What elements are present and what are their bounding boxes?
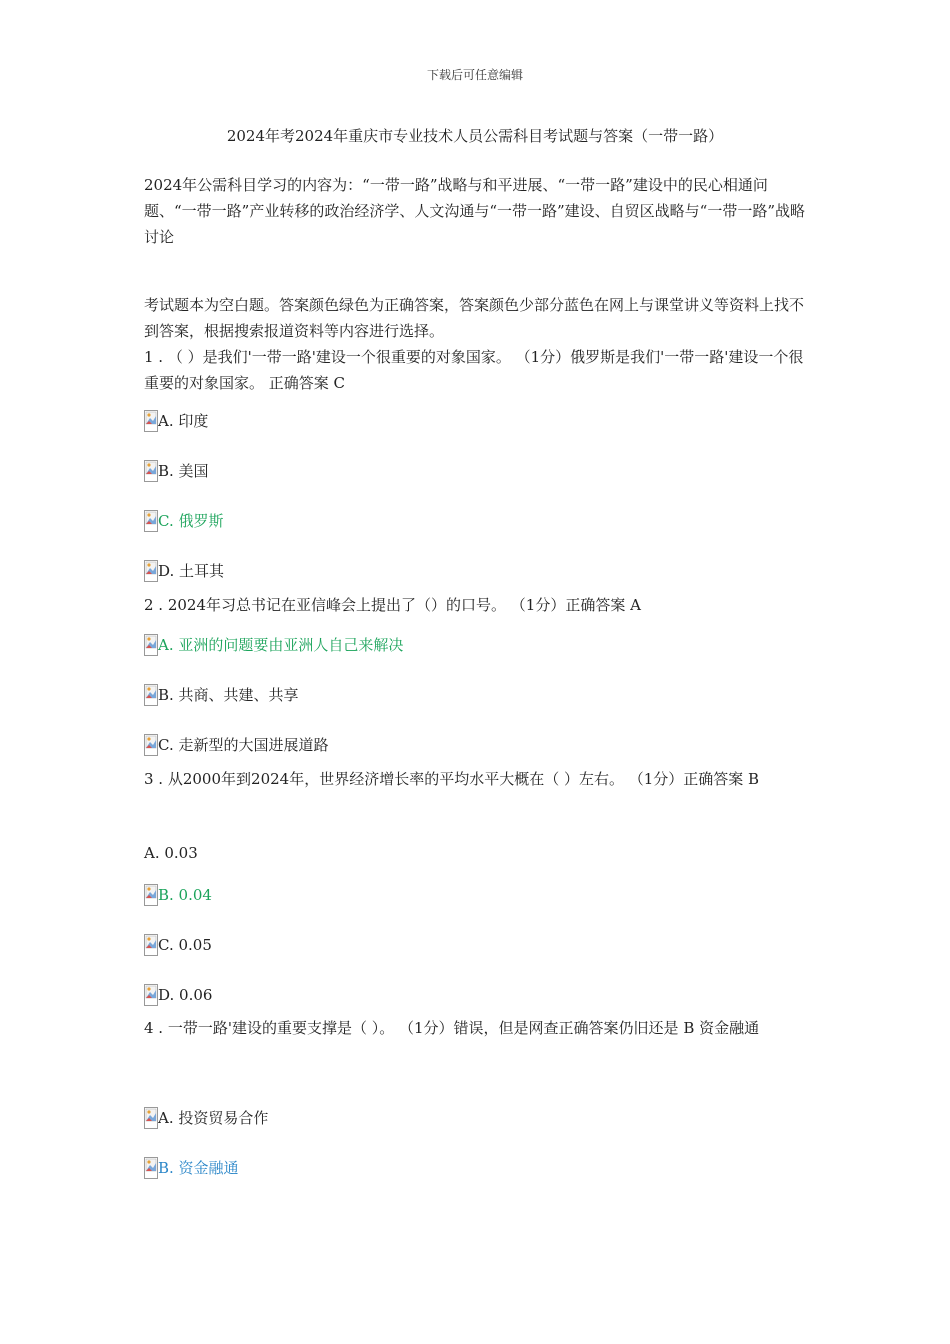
option-q3-b-correct[interactable]: [144, 884, 212, 906]
option-q1-a[interactable]: [144, 410, 208, 432]
option-label: A. 0.03: [144, 844, 198, 862]
question-2: 2 . 2024年习总书记在亚信峰会上提出了（）的口号。 （1分）正确答案 A: [144, 596, 641, 614]
option-label: A. 印度: [158, 412, 209, 430]
option-q1-c-correct[interactable]: [144, 510, 223, 532]
option-q2-a-correct[interactable]: [144, 634, 403, 656]
broken-image-icon: [144, 410, 158, 432]
note-paragraph: 考试题本为空白题。答案颜色绿色为正确答案，答案颜色少部分蓝色在网上与课堂讲义等资料上找不到答案，根据搜索报道资料等内容进行选择。: [144, 296, 805, 340]
option-label: D. 土耳其: [158, 562, 225, 580]
broken-image-icon: [144, 560, 158, 582]
option-label: D. 0.06: [158, 986, 213, 1004]
broken-image-icon: [144, 634, 158, 656]
option-label: B. 美国: [158, 462, 209, 480]
option-q2-c[interactable]: [144, 734, 328, 756]
broken-image-icon: [144, 684, 158, 706]
option-label: A. 亚洲的问题要由亚洲人自己来解决: [158, 636, 404, 654]
option-q4-a[interactable]: [144, 1107, 268, 1129]
question-3: 3 . 从2000年到2024年，世界经济增长率的平均水平大概在（ ）左右。 （1分）正确答案 B: [144, 770, 760, 788]
broken-image-icon: [144, 460, 158, 482]
option-label: C. 0.05: [158, 936, 212, 954]
broken-image-icon: [144, 734, 158, 756]
header-note: 下载后可任意编辑: [426, 68, 523, 82]
question-1: 1 . （ ）是我们'一带一路'建设一个很重要的对象国家。 （1分）俄罗斯是我们'一带一路'建设一个很重要的对象国家。 正确答案 C: [144, 348, 804, 392]
option-label: C. 俄罗斯: [158, 512, 224, 530]
option-label: A. 投资贸易合作: [158, 1109, 269, 1127]
option-q4-b-uncertain[interactable]: [144, 1157, 239, 1179]
question-4: 4 . 一带一路'建设的重要支撑是（ ）。 （1分）错误，但是网查正确答案仍旧还是 B 资金融通: [144, 1019, 760, 1037]
option-q3-c[interactable]: [144, 934, 212, 956]
option-q3-a[interactable]: [144, 842, 198, 864]
option-label: B. 0.04: [158, 886, 212, 904]
broken-image-icon: [144, 1107, 158, 1129]
intro-paragraph: 2024年公需科目学习的内容为：“一带一路”战略与和平进展、“一带一路”建设中的民心相通问题、“一带一路”产业转移的政治经济学、人文沟通与“一带一路”建设、自贸区战略与“一带一路”战略讨论: [144, 176, 806, 246]
option-q2-b[interactable]: [144, 684, 299, 706]
option-label: B. 共商、共建、共享: [158, 686, 299, 704]
broken-image-icon: [144, 884, 158, 906]
document-title: 2024年考2024年重庆市专业技术人员公需科目考试题与答案（一带一路）: [226, 127, 724, 145]
option-q1-d[interactable]: [144, 560, 224, 582]
broken-image-icon: [144, 510, 158, 532]
broken-image-icon: [144, 1157, 158, 1179]
option-label: C. 走新型的大国进展道路: [158, 736, 329, 754]
broken-image-icon: [144, 984, 158, 1006]
option-q3-d[interactable]: [144, 984, 212, 1006]
option-q1-b[interactable]: [144, 460, 209, 482]
option-label: B. 资金融通: [158, 1159, 239, 1177]
broken-image-icon: [144, 934, 158, 956]
